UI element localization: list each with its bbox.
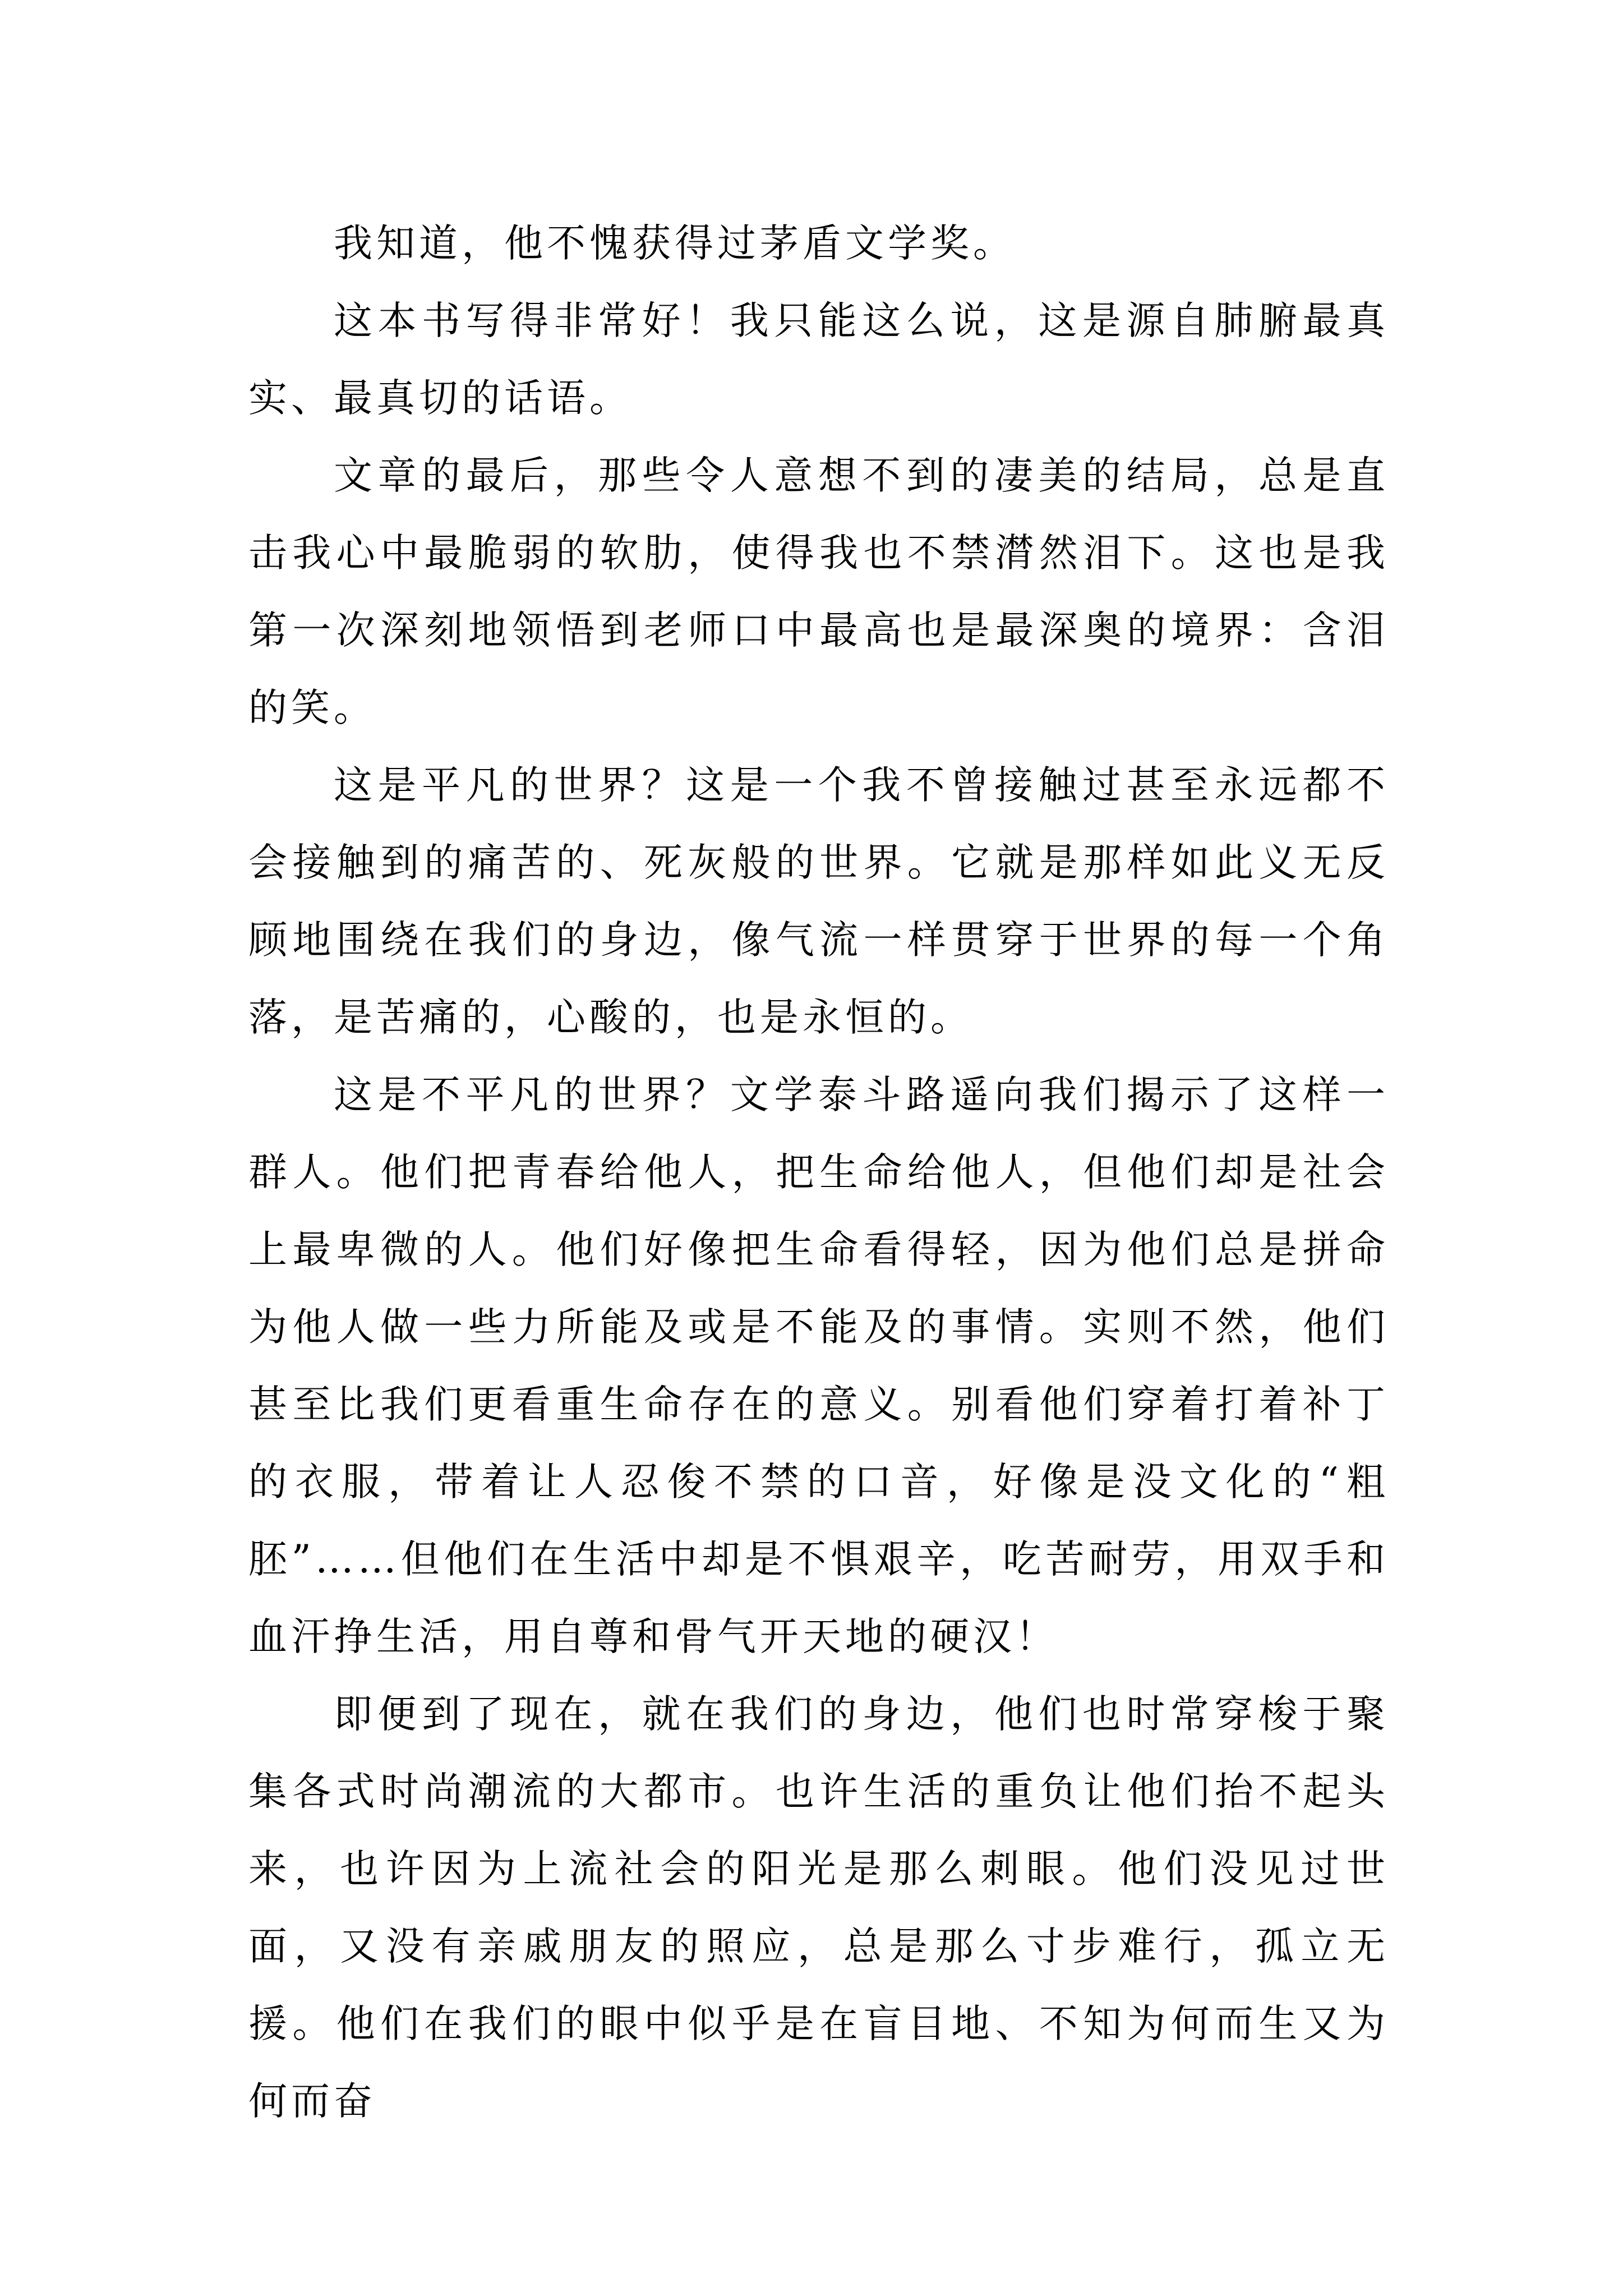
paragraph-1: 我知道，他不愧获得过茅盾文学奖。 (334, 221, 1016, 266)
paragraph-6: 即便到了现在，就在我们的身边，他们也时常穿梭于聚集各式时尚潮流的大都市。也许生活的重负让他们抬不起头来，也许因为上流社会的阳光是那么刺眼。他们没见过世面，又没有亲戚朋友的照应，总是那么寸步难行，孤立无援。他们在我们的眼中似乎是在盲目地、不知为何而生又为何而奋 (248, 1692, 1389, 2124)
document-body (248, 205, 1389, 2140)
paragraph-3: 文章的最后，那些令人意想不到的凄美的结局，总是直击我心中最脆弱的软肋，使得我也不禁潸然泪下。这也是我第一次深刻地领悟到老师口中最高也是最深奥的境界：含泪的笑。 (248, 453, 1389, 730)
paragraph-4: 这是平凡的世界？这是一个我不曾接触过甚至永远都不会接触到的痛苦的、死灰般的世界。它就是那样如此义无反顾地围绕在我们的身边，像气流一样贯穿于世界的每一个角落，是苦痛的，心酸的，也是永恒的。 (248, 763, 1389, 1040)
paragraph-2: 这本书写得非常好！我只能这么说，这是源自肺腑最真实、最真切的话语。 (248, 298, 1389, 421)
paragraph-5: 这是不平凡的世界？文学泰斗路遥向我们揭示了这样一群人。他们把青春给他人，把生命给他人，但他们却是社会上最卑微的人。他们好像把生命看得轻，因为他们总是拼命为他人做一些力所能及或是不能及的事情。实则不然，他们甚至比我们更看重生命存在的意义。别看他们穿着打着补丁的衣服，带着让人忍俊不禁的口音，好像是没文化的“粗胚”……但他们在生活中却是不惧艰辛，吃苦耐劳，用双手和血汗挣生活，用自尊和骨气开天地的硬汉！ (248, 1073, 1389, 1659)
